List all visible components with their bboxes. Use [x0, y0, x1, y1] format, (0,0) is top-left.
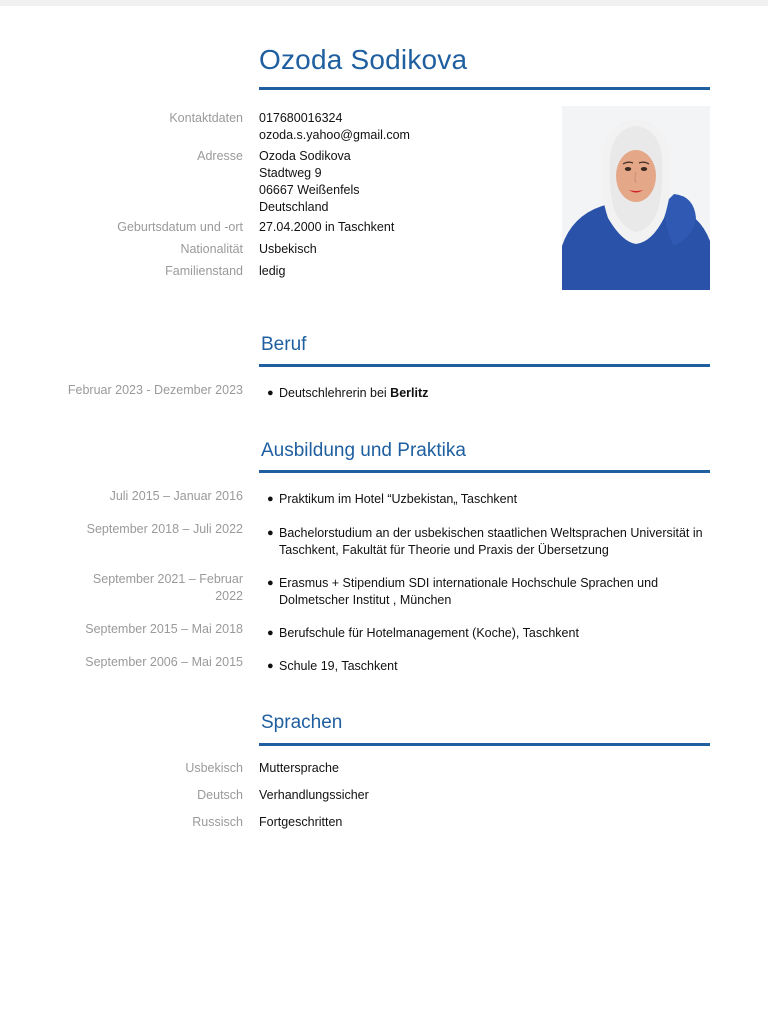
bullet-icon: ●	[267, 627, 274, 639]
ausbildung-entry-text: Berufschule für Hotelmanagement (Koche), Taschkent	[279, 626, 579, 640]
ausbildung-date: September 2006 – Mai 2015	[85, 655, 243, 669]
address-label: Adresse	[197, 149, 243, 163]
employer-name: Berlitz	[390, 386, 429, 400]
family-status-value: ledig	[259, 264, 286, 278]
ausbildung-entry-text: Bachelorstudium an der usbekischen staatlichen Weltsprachen Universität in Taschkent, Fakultät für Theorie und Praxis der Übersetzung	[279, 526, 703, 557]
bullet-icon: ●	[267, 493, 274, 505]
ausbildung-entry	[267, 625, 707, 642]
section-rule-sprachen	[259, 743, 710, 746]
contact-value	[259, 110, 410, 144]
ausbildung-date: September 2021 – Februar 2022	[92, 572, 243, 603]
portrait-illustration	[562, 106, 710, 290]
ausbildung-entry	[267, 575, 707, 609]
language-level: Fortgeschritten	[259, 815, 343, 829]
section-rule-ausbildung	[259, 470, 710, 473]
ausbildung-entry-text: Erasmus + Stipendium SDI internationale Hochschule Sprachen und Dolmetscher Institut , München	[279, 576, 659, 607]
nationality-value: Usbekisch	[259, 242, 317, 256]
ausbildung-date: September 2018 – Juli 2022	[86, 522, 243, 536]
beruf-entry	[267, 385, 707, 402]
birth-value: 27.04.2000 in Taschkent	[259, 220, 395, 234]
ausbildung-date: Juli 2015 – Januar 2016	[109, 489, 243, 503]
ausbildung-entry	[267, 525, 707, 559]
bullet-icon: ●	[267, 577, 274, 589]
address-line: 06667 Weißenfels	[259, 183, 360, 197]
language-name: Russisch	[192, 815, 243, 829]
cv-name: Ozoda Sodikova	[259, 44, 468, 75]
ausbildung-entry	[267, 658, 707, 675]
address-value	[259, 148, 360, 216]
header-rule	[259, 87, 710, 90]
address-line: Stadtweg 9	[259, 166, 322, 180]
section-title-ausbildung: Ausbildung und Praktika	[261, 440, 466, 461]
bullet-icon: ●	[267, 527, 274, 539]
beruf-date: Februar 2023 - Dezember 2023	[67, 383, 243, 397]
top-bar	[0, 0, 768, 6]
address-line: Ozoda Sodikova	[259, 149, 351, 163]
language-level: Verhandlungssicher	[259, 788, 369, 802]
profile-photo	[562, 106, 710, 290]
section-rule-beruf	[259, 364, 710, 367]
contact-label: Kontaktdaten	[169, 111, 243, 125]
bullet-icon: ●	[267, 387, 274, 399]
family-status-label: Familienstand	[165, 264, 243, 278]
language-name: Deutsch	[197, 788, 243, 802]
bullet-icon: ●	[267, 660, 274, 672]
section-title-sprachen: Sprachen	[261, 712, 343, 733]
phone-number: 017680016324	[259, 111, 343, 125]
ausbildung-entry	[267, 491, 707, 508]
section-title-beruf: Beruf	[261, 334, 307, 355]
address-line: Deutschland	[259, 200, 329, 214]
email-address: ozoda.s.yahoo@gmail.com	[259, 128, 410, 142]
ausbildung-entry-text: Schule 19, Taschkent	[279, 659, 398, 673]
language-level: Muttersprache	[259, 761, 339, 775]
nationality-label: Nationalität	[180, 242, 243, 256]
birth-label: Geburtsdatum und -ort	[117, 220, 243, 234]
beruf-entry-text: Deutschlehrerin bei Berlitz	[279, 386, 429, 400]
language-name: Usbekisch	[185, 761, 243, 775]
ausbildung-date: September 2015 – Mai 2018	[85, 622, 243, 636]
ausbildung-entry-text: Praktikum im Hotel “Uzbekistan„ Taschkent	[279, 492, 518, 506]
